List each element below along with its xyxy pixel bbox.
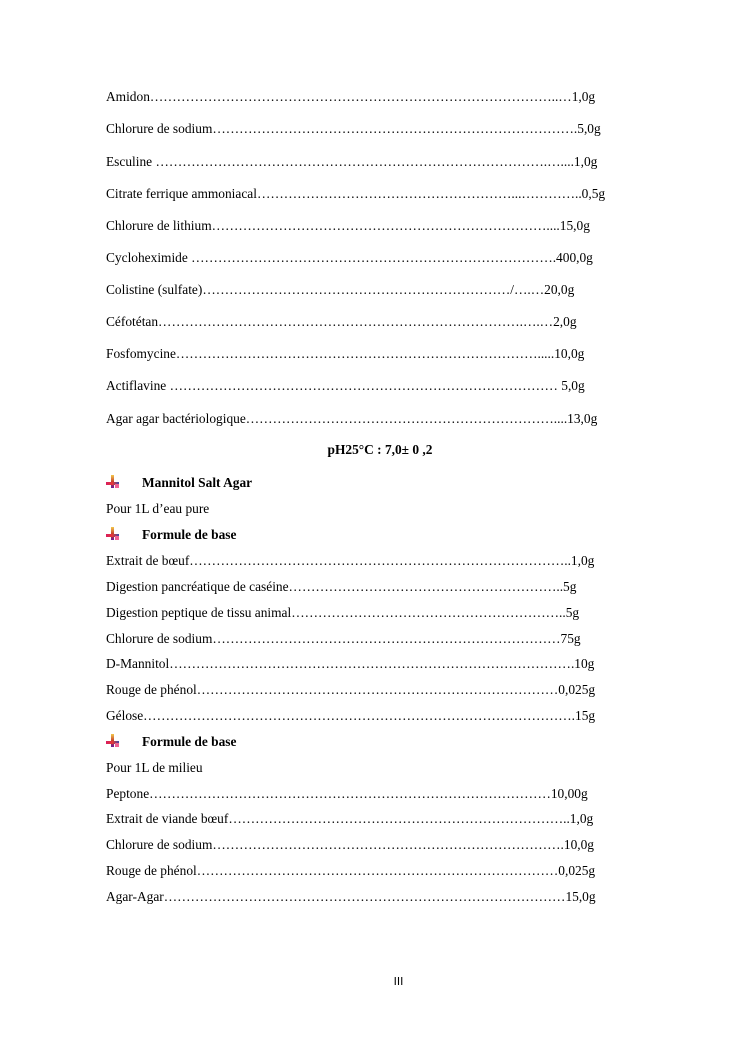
- ingredient-line: [106, 88, 666, 106]
- ingredient-text: Chlorure de lithium…………………………………………………………………....15,0g: [106, 218, 590, 233]
- ingredient-text: Céfotétan……………………………………………………………………….….…2,0g: [106, 314, 577, 329]
- section-intro: Pour 1L d’eau pure: [106, 501, 210, 516]
- ingredient-line: [106, 185, 666, 203]
- ingredient-line: [106, 888, 666, 906]
- section-heading: [106, 474, 252, 492]
- ingredient-line: [106, 377, 666, 395]
- ingredient-text: D-Mannitol……………………………………………………………………………….10g: [106, 656, 595, 671]
- ingredient-text: Chlorure de sodium……………………………………………………………………….5,0g: [106, 121, 601, 136]
- ingredient-text: Fosfomycine……………………………………………………………………….....10,0g: [106, 346, 585, 361]
- ingredient-text: Digestion pancréatique de caséine……………………………………………………..5g: [106, 579, 577, 594]
- ingredient-text: Digestion peptique de tissu animal……………………………………………………..5g: [106, 605, 580, 620]
- ingredient-text: Chlorure de sodium……………………………………………………………………75g: [106, 631, 581, 646]
- ingredient-line: [106, 249, 666, 267]
- ingredient-text: Agar agar bactériologique……………………………………………………………....13,0g: [106, 411, 598, 426]
- ingredient-line: [106, 313, 666, 331]
- ingredient-text: Cycloheximide ……………………………………………………………………….400,0g: [106, 250, 593, 265]
- ingredient-text: Colistine (sulfate)……………………………………………………………/….…20,0g: [106, 282, 575, 297]
- ingredient-line: [106, 681, 666, 699]
- ingredient-line: [106, 410, 666, 428]
- bullet-cross-icon: [106, 734, 120, 748]
- page-number: III: [393, 975, 404, 988]
- section-subtitle: Formule de base: [142, 734, 237, 749]
- ingredient-line: [106, 578, 666, 596]
- ingredient-text: Rouge de phénol………………………………………………………………………0,025g: [106, 863, 596, 878]
- ingredient-text: Extrait de viande bœuf…………………………………………………………………..1,0g: [106, 811, 594, 826]
- ingredient-line: [106, 862, 666, 880]
- ingredient-line: [106, 785, 666, 803]
- section-title: Mannitol Salt Agar: [142, 475, 253, 490]
- section-intro: Pour 1L de milieu: [106, 760, 203, 775]
- ph-value: pH25°C : 7,0± 0 ,2: [327, 442, 433, 457]
- section-subheading: [106, 526, 236, 544]
- ingredient-text: Citrate ferrique ammoniacal…………………………………………………...…………..0,5g: [106, 186, 606, 201]
- ingredient-line: [106, 630, 666, 648]
- ingredient-line: [106, 281, 666, 299]
- ingredient-text: Chlorure de sodium…………………………………………………………………….10,0g: [106, 837, 594, 852]
- ingredient-text: Gélose…………………………………………………………………………………….15g: [106, 708, 596, 723]
- bullet-cross-icon: [106, 527, 120, 541]
- ingredient-line: [106, 552, 666, 570]
- ingredient-line: [106, 604, 666, 622]
- ingredient-text: Amidon………………………………………………………………………………..…1,0g: [106, 89, 596, 104]
- bullet-cross-icon: [106, 475, 120, 489]
- ingredient-text: Actiflavine …………………………………………………………………………… 5,0g: [106, 378, 585, 393]
- ingredient-text: Peptone………………………………………………………………………………10,00g: [106, 786, 588, 801]
- ingredient-text: Agar-Agar………………………………………………………………………………15,0g: [106, 889, 596, 904]
- ingredient-line: [106, 345, 666, 363]
- ingredient-text: Rouge de phénol………………………………………………………………………0,025g: [106, 682, 596, 697]
- ingredient-line: [106, 153, 666, 171]
- ingredient-text: Esculine …………………………………………………………………………….…....1,0g: [106, 154, 598, 169]
- ingredient-line: [106, 810, 666, 828]
- ingredient-line: [106, 836, 666, 854]
- ingredient-line: [106, 120, 666, 138]
- ingredient-line: [106, 217, 666, 235]
- ingredient-line: [106, 655, 666, 673]
- section-subheading: [106, 733, 236, 751]
- ingredient-line: [106, 707, 666, 725]
- ingredient-text: Extrait de bœuf…………………………………………………………………………..1,0g: [106, 553, 595, 568]
- section-subtitle: Formule de base: [142, 527, 237, 542]
